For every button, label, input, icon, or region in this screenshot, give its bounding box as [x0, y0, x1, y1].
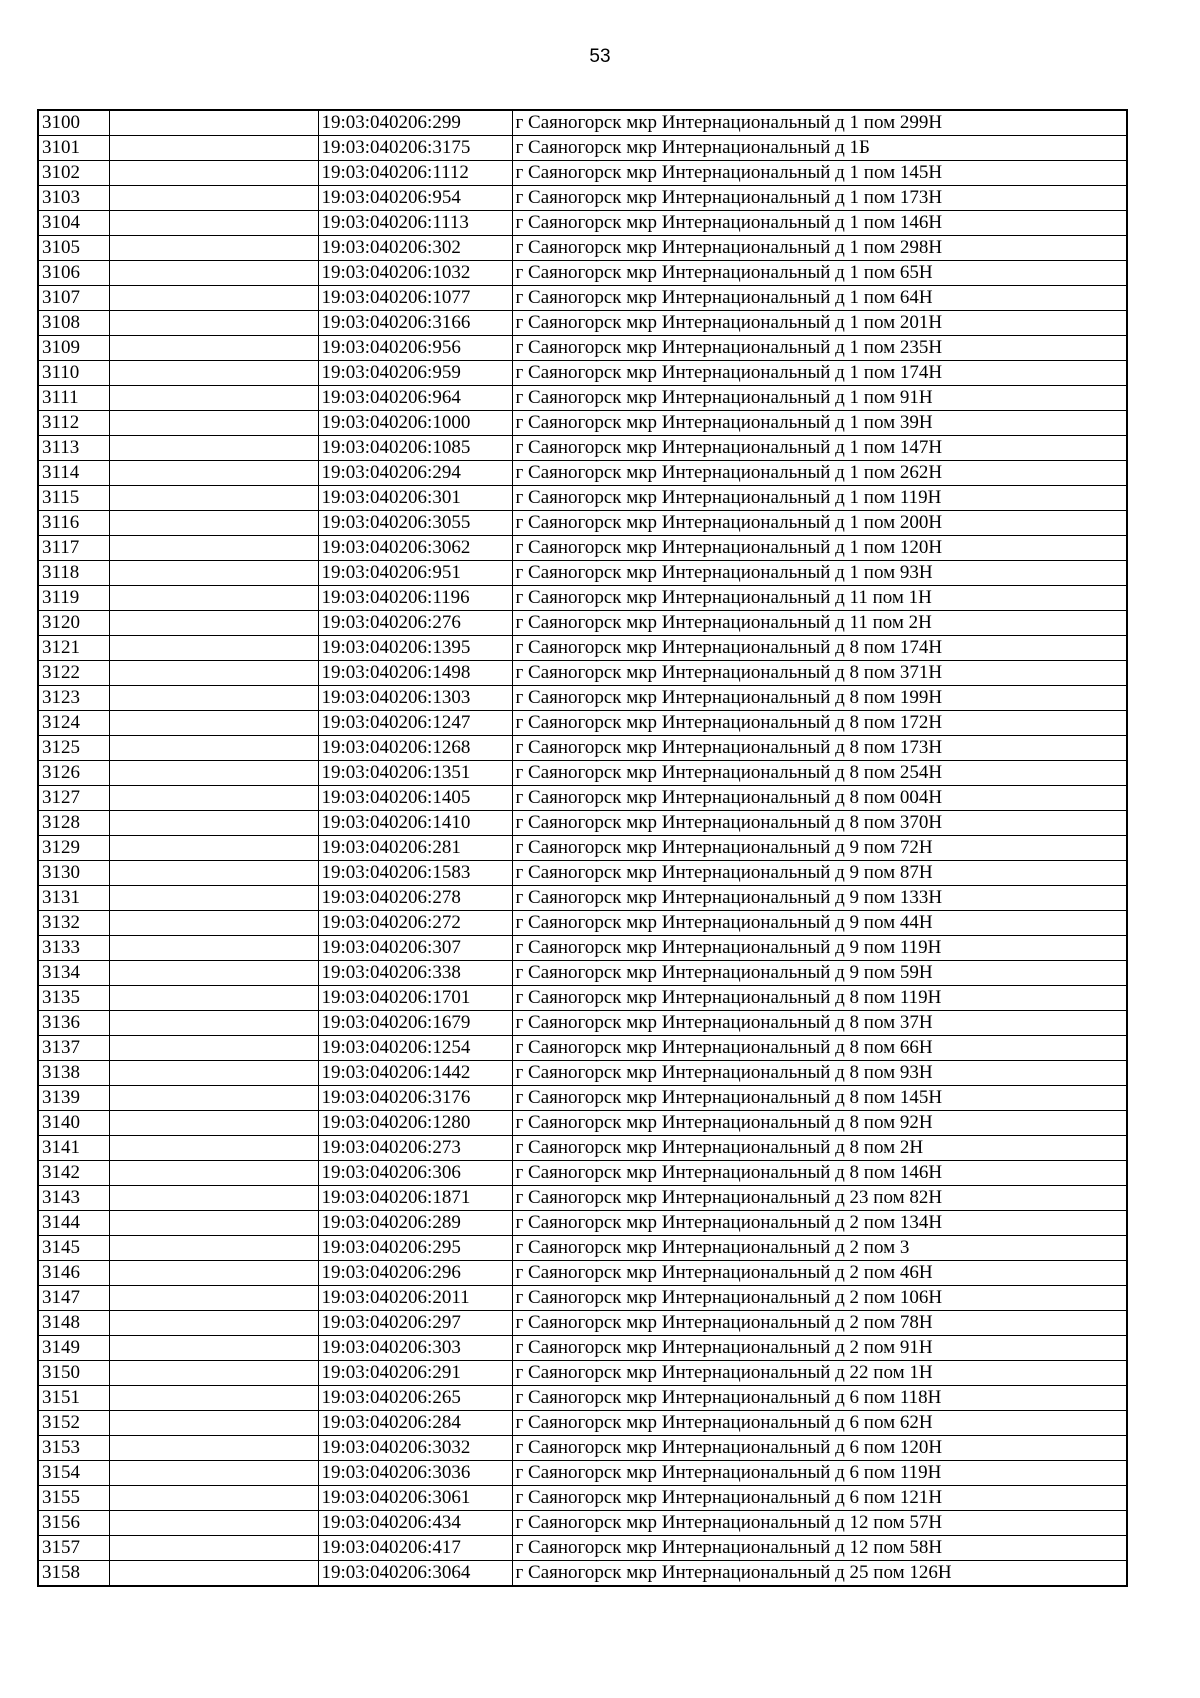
empty-cell: [109, 136, 318, 161]
address-cell: г Саяногорск мкр Интернациональный д 12 пом 58Н: [512, 1536, 1127, 1561]
empty-cell: [109, 1311, 318, 1336]
table-row: [38, 1286, 1127, 1311]
table-row: [38, 110, 1127, 136]
cadastral-number-cell: 19:03:040206:299: [318, 110, 512, 136]
address-cell: г Саяногорск мкр Интернациональный д 1 пом 200Н: [512, 511, 1127, 536]
table-row: [38, 1086, 1127, 1111]
empty-cell: [109, 186, 318, 211]
address-cell: г Саяногорск мкр Интернациональный д 8 пом 254Н: [512, 761, 1127, 786]
address-cell: г Саяногорск мкр Интернациональный д 2 пом 91Н: [512, 1336, 1127, 1361]
table-row: [38, 486, 1127, 511]
empty-cell: [109, 686, 318, 711]
cadastral-number-cell: 19:03:040206:1112: [318, 161, 512, 186]
cadastral-number-cell: 19:03:040206:1032: [318, 261, 512, 286]
empty-cell: [109, 1411, 318, 1436]
table-row: [38, 636, 1127, 661]
empty-cell: [109, 586, 318, 611]
table-row: [38, 411, 1127, 436]
address-cell: г Саяногорск мкр Интернациональный д 6 пом 119Н: [512, 1461, 1127, 1486]
address-cell: г Саяногорск мкр Интернациональный д 1Б: [512, 136, 1127, 161]
row-number-cell: 3107: [38, 286, 109, 311]
empty-cell: [109, 486, 318, 511]
cadastral-number-cell: 19:03:040206:265: [318, 1386, 512, 1411]
address-cell: г Саяногорск мкр Интернациональный д 1 пом 64Н: [512, 286, 1127, 311]
empty-cell: [109, 911, 318, 936]
cadastral-number-cell: 19:03:040206:3062: [318, 536, 512, 561]
table-row: [38, 1461, 1127, 1486]
cadastral-number-cell: 19:03:040206:1113: [318, 211, 512, 236]
row-number-cell: 3110: [38, 361, 109, 386]
row-number-cell: 3121: [38, 636, 109, 661]
address-cell: г Саяногорск мкр Интернациональный д 8 пом 199Н: [512, 686, 1127, 711]
row-number-cell: 3117: [38, 536, 109, 561]
address-cell: г Саяногорск мкр Интернациональный д 9 пом 87Н: [512, 861, 1127, 886]
cadastral-number-cell: 19:03:040206:1442: [318, 1061, 512, 1086]
empty-cell: [109, 711, 318, 736]
cadastral-number-cell: 19:03:040206:281: [318, 836, 512, 861]
row-number-cell: 3115: [38, 486, 109, 511]
table-row: [38, 661, 1127, 686]
cadastral-number-cell: 19:03:040206:1077: [318, 286, 512, 311]
row-number-cell: 3125: [38, 736, 109, 761]
cadastral-number-cell: 19:03:040206:1254: [318, 1036, 512, 1061]
cadastral-number-cell: 19:03:040206:3175: [318, 136, 512, 161]
row-number-cell: 3130: [38, 861, 109, 886]
empty-cell: [109, 861, 318, 886]
table-row: [38, 1336, 1127, 1361]
row-number-cell: 3131: [38, 886, 109, 911]
table-row: [38, 1511, 1127, 1536]
table-row: [38, 586, 1127, 611]
row-number-cell: 3135: [38, 986, 109, 1011]
table-row: [38, 736, 1127, 761]
address-cell: г Саяногорск мкр Интернациональный д 8 пом 119Н: [512, 986, 1127, 1011]
address-cell: г Саяногорск мкр Интернациональный д 23 пом 82Н: [512, 1186, 1127, 1211]
table-row: [38, 1136, 1127, 1161]
address-cell: г Саяногорск мкр Интернациональный д 6 пом 62Н: [512, 1411, 1127, 1436]
empty-cell: [109, 1286, 318, 1311]
address-cell: г Саяногорск мкр Интернациональный д 8 пом 371Н: [512, 661, 1127, 686]
table-row: [38, 911, 1127, 936]
empty-cell: [109, 411, 318, 436]
address-cell: г Саяногорск мкр Интернациональный д 12 пом 57Н: [512, 1511, 1127, 1536]
empty-cell: [109, 511, 318, 536]
table-row: [38, 936, 1127, 961]
cadastral-number-cell: 19:03:040206:964: [318, 386, 512, 411]
cadastral-number-cell: 19:03:040206:306: [318, 1161, 512, 1186]
address-cell: г Саяногорск мкр Интернациональный д 1 пом 298Н: [512, 236, 1127, 261]
address-cell: г Саяногорск мкр Интернациональный д 1 пом 120Н: [512, 536, 1127, 561]
cadastral-number-cell: 19:03:040206:1395: [318, 636, 512, 661]
table-row: [38, 1561, 1127, 1587]
empty-cell: [109, 1061, 318, 1086]
address-cell: г Саяногорск мкр Интернациональный д 1 пом 174Н: [512, 361, 1127, 386]
address-cell: г Саяногорск мкр Интернациональный д 8 пом 37Н: [512, 1011, 1127, 1036]
row-number-cell: 3141: [38, 1136, 109, 1161]
cadastral-number-cell: 19:03:040206:338: [318, 961, 512, 986]
row-number-cell: 3151: [38, 1386, 109, 1411]
row-number-cell: 3116: [38, 511, 109, 536]
address-cell: г Саяногорск мкр Интернациональный д 22 пом 1Н: [512, 1361, 1127, 1386]
empty-cell: [109, 1261, 318, 1286]
table-row: [38, 461, 1127, 486]
row-number-cell: 3147: [38, 1286, 109, 1311]
table-row: [38, 1236, 1127, 1261]
empty-cell: [109, 1211, 318, 1236]
table-row: [38, 1011, 1127, 1036]
cadastral-number-cell: 19:03:040206:3055: [318, 511, 512, 536]
cadastral-number-cell: 19:03:040206:1410: [318, 811, 512, 836]
empty-cell: [109, 436, 318, 461]
cadastral-number-cell: 19:03:040206:959: [318, 361, 512, 386]
address-cell: г Саяногорск мкр Интернациональный д 1 пом 39Н: [512, 411, 1127, 436]
table-row: [38, 811, 1127, 836]
empty-cell: [109, 611, 318, 636]
address-cell: г Саяногорск мкр Интернациональный д 2 пом 46Н: [512, 1261, 1127, 1286]
address-cell: г Саяногорск мкр Интернациональный д 8 пом 370Н: [512, 811, 1127, 836]
empty-cell: [109, 661, 318, 686]
empty-cell: [109, 1436, 318, 1461]
cadastral-number-cell: 19:03:040206:3061: [318, 1486, 512, 1511]
table-row: [38, 236, 1127, 261]
empty-cell: [109, 386, 318, 411]
cadastral-number-cell: 19:03:040206:307: [318, 936, 512, 961]
row-number-cell: 3146: [38, 1261, 109, 1286]
cadastral-number-cell: 19:03:040206:1000: [318, 411, 512, 436]
property-registry-table: [37, 109, 1128, 1587]
cadastral-number-cell: 19:03:040206:289: [318, 1211, 512, 1236]
table-row: [38, 1411, 1127, 1436]
cadastral-number-cell: 19:03:040206:1280: [318, 1111, 512, 1136]
row-number-cell: 3132: [38, 911, 109, 936]
cadastral-number-cell: 19:03:040206:1351: [318, 761, 512, 786]
cadastral-number-cell: 19:03:040206:954: [318, 186, 512, 211]
cadastral-number-cell: 19:03:040206:3176: [318, 1086, 512, 1111]
address-cell: г Саяногорск мкр Интернациональный д 9 пом 72Н: [512, 836, 1127, 861]
row-number-cell: 3102: [38, 161, 109, 186]
row-number-cell: 3149: [38, 1336, 109, 1361]
cadastral-number-cell: 19:03:040206:1871: [318, 1186, 512, 1211]
row-number-cell: 3142: [38, 1161, 109, 1186]
empty-cell: [109, 1386, 318, 1411]
row-number-cell: 3111: [38, 386, 109, 411]
cadastral-number-cell: 19:03:040206:1583: [318, 861, 512, 886]
table-row: [38, 861, 1127, 886]
row-number-cell: 3100: [38, 110, 109, 136]
cadastral-number-cell: 19:03:040206:1405: [318, 786, 512, 811]
cadastral-number-cell: 19:03:040206:272: [318, 911, 512, 936]
row-number-cell: 3144: [38, 1211, 109, 1236]
empty-cell: [109, 311, 318, 336]
cadastral-number-cell: 19:03:040206:1085: [318, 436, 512, 461]
cadastral-number-cell: 19:03:040206:951: [318, 561, 512, 586]
address-cell: г Саяногорск мкр Интернациональный д 1 пом 146Н: [512, 211, 1127, 236]
empty-cell: [109, 1136, 318, 1161]
address-cell: г Саяногорск мкр Интернациональный д 8 пом 174Н: [512, 636, 1127, 661]
row-number-cell: 3108: [38, 311, 109, 336]
empty-cell: [109, 536, 318, 561]
table-row: [38, 311, 1127, 336]
address-cell: г Саяногорск мкр Интернациональный д 8 пом 92Н: [512, 1111, 1127, 1136]
empty-cell: [109, 1186, 318, 1211]
empty-cell: [109, 1561, 318, 1587]
empty-cell: [109, 561, 318, 586]
table-row: [38, 711, 1127, 736]
row-number-cell: 3127: [38, 786, 109, 811]
row-number-cell: 3156: [38, 1511, 109, 1536]
row-number-cell: 3103: [38, 186, 109, 211]
table-row: [38, 1386, 1127, 1411]
empty-cell: [109, 736, 318, 761]
address-cell: г Саяногорск мкр Интернациональный д 2 пом 106Н: [512, 1286, 1127, 1311]
empty-cell: [109, 786, 318, 811]
cadastral-number-cell: 19:03:040206:295: [318, 1236, 512, 1261]
table-row: [38, 261, 1127, 286]
empty-cell: [109, 286, 318, 311]
row-number-cell: 3137: [38, 1036, 109, 1061]
table-row: [38, 1186, 1127, 1211]
empty-cell: [109, 1236, 318, 1261]
cadastral-number-cell: 19:03:040206:3032: [318, 1436, 512, 1461]
row-number-cell: 3158: [38, 1561, 109, 1587]
cadastral-number-cell: 19:03:040206:434: [318, 1511, 512, 1536]
cadastral-number-cell: 19:03:040206:273: [318, 1136, 512, 1161]
row-number-cell: 3109: [38, 336, 109, 361]
cadastral-number-cell: 19:03:040206:278: [318, 886, 512, 911]
row-number-cell: 3101: [38, 136, 109, 161]
empty-cell: [109, 1011, 318, 1036]
row-number-cell: 3143: [38, 1186, 109, 1211]
empty-cell: [109, 1336, 318, 1361]
address-cell: г Саяногорск мкр Интернациональный д 6 пом 120Н: [512, 1436, 1127, 1461]
address-cell: г Саяногорск мкр Интернациональный д 9 пом 133Н: [512, 886, 1127, 911]
address-cell: г Саяногорск мкр Интернациональный д 2 пом 3: [512, 1236, 1127, 1261]
empty-cell: [109, 1536, 318, 1561]
row-number-cell: 3113: [38, 436, 109, 461]
table-row: [38, 361, 1127, 386]
row-number-cell: 3152: [38, 1411, 109, 1436]
address-cell: г Саяногорск мкр Интернациональный д 1 пом 262Н: [512, 461, 1127, 486]
table-row: [38, 1436, 1127, 1461]
empty-cell: [109, 1511, 318, 1536]
cadastral-number-cell: 19:03:040206:1268: [318, 736, 512, 761]
cadastral-number-cell: 19:03:040206:1498: [318, 661, 512, 686]
cadastral-number-cell: 19:03:040206:297: [318, 1311, 512, 1336]
address-cell: г Саяногорск мкр Интернациональный д 1 пом 235Н: [512, 336, 1127, 361]
table-row: [38, 561, 1127, 586]
table-row: [38, 886, 1127, 911]
address-cell: г Саяногорск мкр Интернациональный д 8 пом 173Н: [512, 736, 1127, 761]
row-number-cell: 3126: [38, 761, 109, 786]
cadastral-number-cell: 19:03:040206:3036: [318, 1461, 512, 1486]
address-cell: г Саяногорск мкр Интернациональный д 8 пом 004Н: [512, 786, 1127, 811]
address-cell: г Саяногорск мкр Интернациональный д 8 пом 2Н: [512, 1136, 1127, 1161]
empty-cell: [109, 1161, 318, 1186]
row-number-cell: 3136: [38, 1011, 109, 1036]
empty-cell: [109, 211, 318, 236]
table-row: [38, 686, 1127, 711]
address-cell: г Саяногорск мкр Интернациональный д 8 пом 93Н: [512, 1061, 1127, 1086]
empty-cell: [109, 761, 318, 786]
row-number-cell: 3148: [38, 1311, 109, 1336]
table-row: [38, 1361, 1127, 1386]
table-row: [38, 136, 1127, 161]
address-cell: г Саяногорск мкр Интернациональный д 6 пом 118Н: [512, 1386, 1127, 1411]
cadastral-number-cell: 19:03:040206:956: [318, 336, 512, 361]
empty-cell: [109, 161, 318, 186]
empty-cell: [109, 236, 318, 261]
cadastral-number-cell: 19:03:040206:301: [318, 486, 512, 511]
table-row: [38, 961, 1127, 986]
empty-cell: [109, 461, 318, 486]
address-cell: г Саяногорск мкр Интернациональный д 9 пом 59Н: [512, 961, 1127, 986]
table-row: [38, 786, 1127, 811]
table-row: [38, 511, 1127, 536]
address-cell: г Саяногорск мкр Интернациональный д 1 пом 299Н: [512, 110, 1127, 136]
address-cell: г Саяногорск мкр Интернациональный д 8 пом 66Н: [512, 1036, 1127, 1061]
table-row: [38, 1161, 1127, 1186]
empty-cell: [109, 110, 318, 136]
table-row: [38, 836, 1127, 861]
cadastral-number-cell: 19:03:040206:1247: [318, 711, 512, 736]
row-number-cell: 3129: [38, 836, 109, 861]
cadastral-number-cell: 19:03:040206:3166: [318, 311, 512, 336]
empty-cell: [109, 1036, 318, 1061]
table-row: [38, 1111, 1127, 1136]
cadastral-number-cell: 19:03:040206:296: [318, 1261, 512, 1286]
table-row: [38, 161, 1127, 186]
row-number-cell: 3114: [38, 461, 109, 486]
address-cell: г Саяногорск мкр Интернациональный д 6 пом 121Н: [512, 1486, 1127, 1511]
cadastral-number-cell: 19:03:040206:291: [318, 1361, 512, 1386]
empty-cell: [109, 1461, 318, 1486]
table-row: [38, 286, 1127, 311]
address-cell: г Саяногорск мкр Интернациональный д 9 пом 119Н: [512, 936, 1127, 961]
cadastral-number-cell: 19:03:040206:1679: [318, 1011, 512, 1036]
address-cell: г Саяногорск мкр Интернациональный д 1 пом 145Н: [512, 161, 1127, 186]
row-number-cell: 3122: [38, 661, 109, 686]
cadastral-number-cell: 19:03:040206:417: [318, 1536, 512, 1561]
row-number-cell: 3133: [38, 936, 109, 961]
empty-cell: [109, 1111, 318, 1136]
row-number-cell: 3134: [38, 961, 109, 986]
row-number-cell: 3112: [38, 411, 109, 436]
cadastral-number-cell: 19:03:040206:1701: [318, 986, 512, 1011]
row-number-cell: 3138: [38, 1061, 109, 1086]
address-cell: г Саяногорск мкр Интернациональный д 8 пом 146Н: [512, 1161, 1127, 1186]
table-row: [38, 761, 1127, 786]
cadastral-number-cell: 19:03:040206:3064: [318, 1561, 512, 1587]
cadastral-number-cell: 19:03:040206:302: [318, 236, 512, 261]
cadastral-number-cell: 19:03:040206:1303: [318, 686, 512, 711]
row-number-cell: 3145: [38, 1236, 109, 1261]
row-number-cell: 3120: [38, 611, 109, 636]
table-row: [38, 1311, 1127, 1336]
table-row: [38, 1536, 1127, 1561]
row-number-cell: 3140: [38, 1111, 109, 1136]
address-cell: г Саяногорск мкр Интернациональный д 1 пом 173Н: [512, 186, 1127, 211]
row-number-cell: 3150: [38, 1361, 109, 1386]
table-row: [38, 611, 1127, 636]
table-row: [38, 1261, 1127, 1286]
empty-cell: [109, 986, 318, 1011]
empty-cell: [109, 361, 318, 386]
address-cell: г Саяногорск мкр Интернациональный д 8 пом 172Н: [512, 711, 1127, 736]
table-row: [38, 986, 1127, 1011]
cadastral-number-cell: 19:03:040206:2011: [318, 1286, 512, 1311]
address-cell: г Саяногорск мкр Интернациональный д 1 пом 119Н: [512, 486, 1127, 511]
row-number-cell: 3155: [38, 1486, 109, 1511]
table-body: [38, 110, 1127, 1586]
table-row: [38, 1486, 1127, 1511]
row-number-cell: 3123: [38, 686, 109, 711]
empty-cell: [109, 336, 318, 361]
empty-cell: [109, 811, 318, 836]
empty-cell: [109, 936, 318, 961]
empty-cell: [109, 1086, 318, 1111]
address-cell: г Саяногорск мкр Интернациональный д 1 пом 147Н: [512, 436, 1127, 461]
cadastral-number-cell: 19:03:040206:284: [318, 1411, 512, 1436]
address-cell: г Саяногорск мкр Интернациональный д 9 пом 44Н: [512, 911, 1127, 936]
row-number-cell: 3106: [38, 261, 109, 286]
empty-cell: [109, 886, 318, 911]
address-cell: г Саяногорск мкр Интернациональный д 1 пом 93Н: [512, 561, 1127, 586]
empty-cell: [109, 961, 318, 986]
empty-cell: [109, 261, 318, 286]
table-row: [38, 386, 1127, 411]
cadastral-number-cell: 19:03:040206:303: [318, 1336, 512, 1361]
address-cell: г Саяногорск мкр Интернациональный д 1 пом 201Н: [512, 311, 1127, 336]
address-cell: г Саяногорск мкр Интернациональный д 1 пом 91Н: [512, 386, 1127, 411]
row-number-cell: 3153: [38, 1436, 109, 1461]
row-number-cell: 3119: [38, 586, 109, 611]
table-row: [38, 211, 1127, 236]
cadastral-number-cell: 19:03:040206:294: [318, 461, 512, 486]
row-number-cell: 3157: [38, 1536, 109, 1561]
empty-cell: [109, 1486, 318, 1511]
empty-cell: [109, 836, 318, 861]
row-number-cell: 3124: [38, 711, 109, 736]
table-row: [38, 436, 1127, 461]
row-number-cell: 3104: [38, 211, 109, 236]
address-cell: г Саяногорск мкр Интернациональный д 11 пом 2Н: [512, 611, 1127, 636]
table-row: [38, 536, 1127, 561]
row-number-cell: 3154: [38, 1461, 109, 1486]
table-row: [38, 1061, 1127, 1086]
address-cell: г Саяногорск мкр Интернациональный д 11 пом 1Н: [512, 586, 1127, 611]
table-row: [38, 336, 1127, 361]
table-row: [38, 1036, 1127, 1061]
row-number-cell: 3139: [38, 1086, 109, 1111]
address-cell: г Саяногорск мкр Интернациональный д 2 пом 134Н: [512, 1211, 1127, 1236]
row-number-cell: 3128: [38, 811, 109, 836]
empty-cell: [109, 636, 318, 661]
page-number: 53: [589, 46, 611, 67]
cadastral-number-cell: 19:03:040206:276: [318, 611, 512, 636]
table-row: [38, 186, 1127, 211]
table-row: [38, 1211, 1127, 1236]
address-cell: г Саяногорск мкр Интернациональный д 25 пом 126Н: [512, 1561, 1127, 1587]
address-cell: г Саяногорск мкр Интернациональный д 2 пом 78Н: [512, 1311, 1127, 1336]
empty-cell: [109, 1361, 318, 1386]
address-cell: г Саяногорск мкр Интернациональный д 1 пом 65Н: [512, 261, 1127, 286]
row-number-cell: 3105: [38, 236, 109, 261]
address-cell: г Саяногорск мкр Интернациональный д 8 пом 145Н: [512, 1086, 1127, 1111]
row-number-cell: 3118: [38, 561, 109, 586]
cadastral-number-cell: 19:03:040206:1196: [318, 586, 512, 611]
